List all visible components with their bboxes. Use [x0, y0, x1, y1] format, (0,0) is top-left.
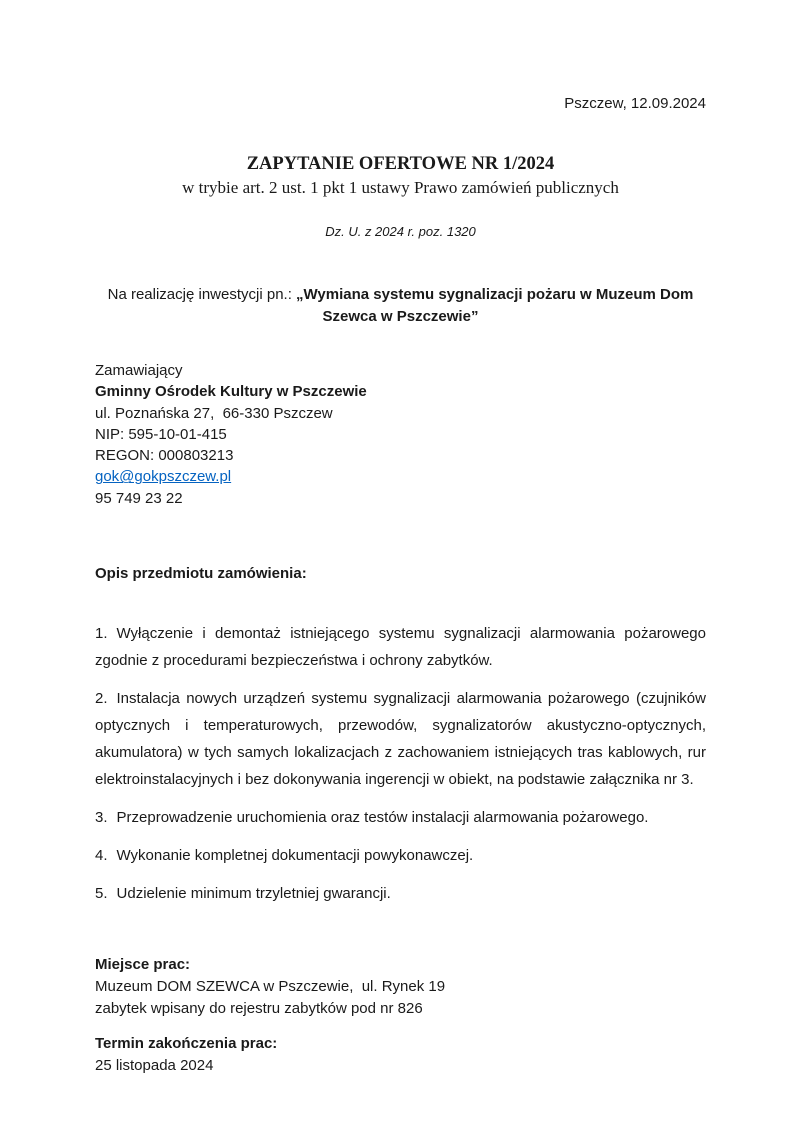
investment-intro: Na realizację inwestycji pn.:: [107, 286, 297, 303]
investment-paragraph: [95, 284, 706, 328]
buyer-regon: REGON: 000803213: [95, 447, 234, 465]
work-location-note: zabytek wpisany do rejestru zabytków pod nr 826: [95, 999, 423, 1017]
item-number: 1.: [95, 625, 108, 643]
buyer-block: [95, 360, 706, 509]
scope-item-2: [95, 685, 706, 793]
buyer-phone: 95 749 23 22: [95, 489, 183, 507]
buyer-label: Zamawiający: [95, 362, 183, 379]
deadline-date: 25 listopada 2024: [95, 1057, 214, 1075]
work-location-address: Muzeum DOM SZEWCA w Pszczewie, ul. Rynek 19: [95, 978, 446, 996]
buyer-nip: NIP: 595-10-01-415: [95, 425, 227, 443]
item-number: 2.: [95, 690, 108, 708]
buyer-email-link[interactable]: gok@gokpszczew.pl: [95, 468, 232, 486]
legal-reference: Dz. U. z 2024 r. poz. 1320: [325, 224, 476, 239]
deadline-block: [95, 1033, 706, 1077]
scope-item-4: [95, 842, 706, 869]
scope-item-1: [95, 620, 706, 674]
item-number: 5.: [95, 885, 108, 903]
buyer-address: ul. Poznańska 27, 66-330 Pszczew: [95, 404, 333, 422]
item-text: Wykonanie kompletnej dokumentacji powykonawczej.: [116, 847, 474, 865]
work-location-heading: Miejsce prac:: [95, 956, 191, 974]
investment-name-line2: Szewca w Pszczewie”: [322, 308, 479, 325]
deadline-heading: Termin zakończenia prac:: [95, 1035, 278, 1053]
item-text: Instalacja nowych urządzeń systemu sygnalizacji alarmowania pożarowego (czujników optycznych i temperaturowych, przewodów, sygnalizatorów akustyczno-optycznych, akumulatora) w tych samych lokalizacjach z zachowaniem istniejących tras kablowych, rur elektroinstalacyjnych i bez dokonywania ingerencji w obiekt, na podstawie załącznika nr 3.: [95, 690, 706, 789]
buyer-name: Gminny Ośrodek Kultury w Pszczewie: [95, 383, 367, 401]
document-title: ZAPYTANIE OFERTOWE NR 1/2024: [246, 154, 555, 174]
scope-item-5: [95, 880, 706, 907]
date-line: Pszczew, 12.09.2024: [564, 95, 706, 112]
item-number: 4.: [95, 847, 108, 865]
item-text: Udzielenie minimum trzyletniej gwarancji.: [116, 885, 391, 903]
investment-name-line1: „Wymiana systemu sygnalizacji pożaru w Muzeum Dom: [296, 286, 694, 303]
scope-heading: Opis przedmiotu zamówienia:: [95, 565, 307, 583]
work-location-block: [95, 954, 706, 1019]
item-text: Przeprowadzenie uruchomienia oraz testów instalacji alarmowania pożarowego.: [116, 809, 649, 827]
item-number: 3.: [95, 809, 108, 827]
document-subtitle: w trybie art. 2 ust. 1 pkt 1 ustawy Prawo zamówień publicznych: [182, 178, 619, 197]
item-text: Wyłączenie i demontaż istniejącego systemu sygnalizacji alarmowania pożarowego zgodnie z procedurami bezpieczeństwa i ochrony zabytków.: [95, 625, 706, 670]
scope-item-3: [95, 804, 706, 831]
